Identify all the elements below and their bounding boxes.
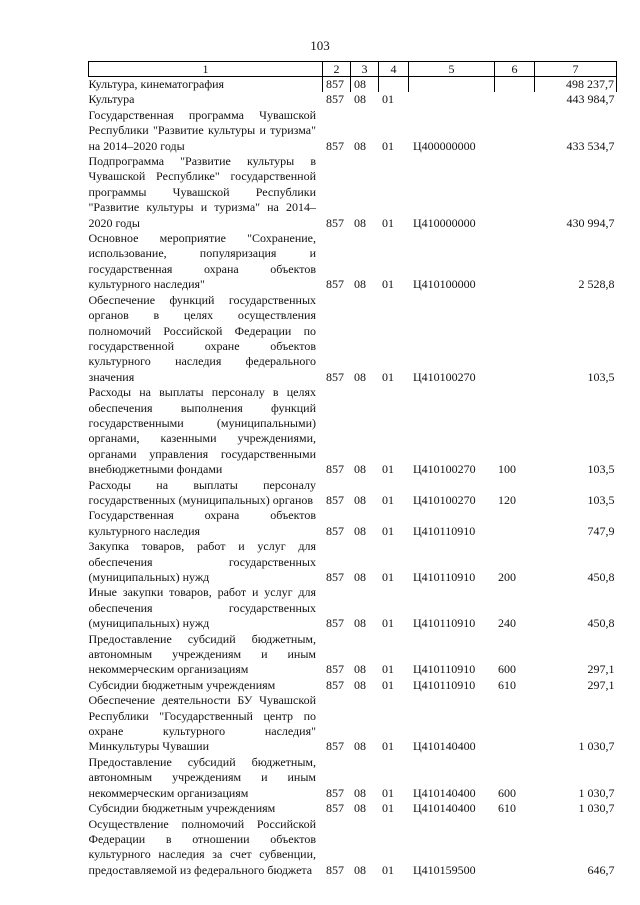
code-col4: 01 (382, 801, 394, 816)
code-col6: 610 (498, 677, 516, 692)
header-cell: 3 (351, 62, 379, 77)
row-name: Субсидии бюджетным учреждениям (88, 801, 276, 816)
code-col4: 01 (382, 277, 394, 292)
code-col2: 857 (326, 138, 344, 153)
row-name: Подпрограмма "Развитие культуры в Чувашской Республике" государственной программы Чувашской Республики "Развитие культуры и туризма" на 2014–2020 годы (88, 154, 316, 230)
page-number: 103 (310, 38, 330, 53)
table-row (89, 585, 617, 631)
code-col3: 08 (354, 662, 366, 677)
row-name: Обеспечение деятельности БУ Чувашской Республики "Государственный центр по охране культурного наследия" Минкультуры Чувашии (88, 693, 316, 754)
code-col3: 08 (351, 77, 379, 93)
amount: 103,5 (587, 369, 615, 384)
code-col2: 857 (326, 492, 344, 507)
code-col6 (495, 77, 535, 93)
table-row (89, 92, 617, 107)
code-col4: 01 (382, 677, 394, 692)
amount: 103,5 (587, 492, 615, 507)
code-col3: 08 (354, 462, 366, 477)
code-col5: Ц410110910 (413, 616, 476, 631)
table-row (89, 817, 617, 879)
code-col6 (495, 508, 535, 539)
amount: 297,1 (587, 662, 615, 677)
code-col4: 01 (382, 570, 394, 584)
row-name: Предоставление субсидий бюджетным, автономным учреждениям и иным некоммерческим организациям (88, 754, 316, 800)
amount: 297,1 (587, 677, 615, 692)
code-col5: Ц410110910 (413, 570, 476, 584)
code-col2: 857 (326, 862, 344, 877)
code-col2: 857 (326, 92, 344, 107)
code-col6 (495, 108, 535, 154)
code-col4: 01 (382, 616, 394, 631)
table-body (89, 77, 617, 879)
code-col3: 08 (354, 523, 366, 538)
code-col4: 01 (382, 739, 394, 754)
row-name: Осуществление полномочий Российской Федерации в отношении объектов культурного наследия за счет субвенции, предоставляемой из федерального бюджета (88, 816, 316, 877)
code-col2: 857 (326, 570, 344, 584)
table-row (89, 293, 617, 385)
code-col6: 240 (498, 616, 516, 631)
amount: 443 984,7 (566, 92, 615, 107)
table-row (89, 77, 617, 93)
code-col5: Ц410110910 (413, 677, 476, 692)
code-col3: 08 (354, 739, 366, 754)
code-col3: 08 (354, 138, 366, 153)
code-col2: 857 (326, 677, 344, 692)
code-col3: 08 (354, 801, 366, 816)
code-col2: 857 (326, 369, 344, 384)
amount: 430 994,7 (566, 215, 615, 230)
code-col2: 857 (326, 215, 344, 230)
row-name: Расходы на выплаты персоналу государственных (муниципальных) органов (88, 477, 316, 507)
amount: 1 030,7 (578, 801, 615, 816)
header-row (89, 62, 617, 77)
row-name: Обеспечение функций государственных органов в целях осуществления полномочий Российской Федерации по государственной охране объектов культурного наследия федерального значения (88, 292, 316, 384)
code-col3: 08 (354, 862, 366, 877)
table-row (89, 154, 617, 231)
code-col5: Ц410140400 (413, 801, 476, 816)
amount: 2 528,8 (578, 277, 615, 292)
code-col3: 08 (354, 369, 366, 384)
code-col2: 857 (326, 616, 344, 631)
header-cell: 6 (495, 62, 535, 77)
code-col6: 600 (498, 785, 516, 800)
code-col5: Ц410140400 (413, 739, 476, 754)
header-cell: 2 (323, 62, 351, 77)
row-name: Закупка товаров, работ и услуг для обеспечения государственных (муниципальных) нужд (88, 539, 316, 584)
code-col6 (495, 817, 535, 879)
table-row (89, 755, 617, 801)
code-col6: 120 (498, 492, 516, 507)
amount: 1 030,7 (578, 739, 615, 754)
code-col6: 100 (498, 462, 516, 477)
code-col3: 08 (354, 215, 366, 230)
code-col2: 857 (326, 462, 344, 477)
code-col5 (409, 92, 495, 107)
amount: 1 030,7 (578, 785, 615, 800)
row-name: Государственная охрана объектов культурного наследия (88, 508, 316, 538)
row-name: Расходы на выплаты персоналу в целях обеспечения выполнения функций государственными (муниципальными) органами, казенными учреждениями, органами управления государственными внебюджетными фондами (88, 385, 316, 477)
table-row (89, 632, 617, 678)
row-name: Субсидии бюджетным учреждениям (88, 677, 276, 692)
code-col5: Ц410000000 (413, 215, 476, 230)
code-col4: 01 (382, 523, 394, 538)
code-col4: 01 (382, 785, 394, 800)
code-col6 (495, 231, 535, 293)
code-col6 (495, 92, 535, 107)
code-col5: Ц410140400 (413, 785, 476, 800)
code-col3: 08 (354, 785, 366, 800)
code-col5: Ц410110910 (413, 523, 476, 538)
header-cell: 1 (89, 62, 323, 77)
table-row (89, 678, 617, 693)
code-col3: 08 (354, 677, 366, 692)
header-cell: 4 (379, 62, 409, 77)
code-col5 (409, 77, 495, 93)
code-col5: Ц400000000 (413, 138, 476, 153)
code-col2: 857 (323, 77, 351, 93)
header-cell: 7 (535, 62, 617, 77)
code-col4: 01 (382, 215, 394, 230)
code-col5: Ц410100000 (413, 277, 476, 292)
code-col4: 01 (382, 92, 394, 107)
code-col2: 857 (326, 801, 344, 816)
code-col3: 08 (354, 92, 366, 107)
amount: 747,9 (587, 523, 615, 538)
code-col5: Ц410110910 (413, 662, 476, 677)
code-col3: 08 (354, 616, 366, 631)
code-col2: 857 (326, 277, 344, 292)
amount: 450,8 (587, 616, 615, 631)
row-name: Государственная программа Чувашской Республики "Развитие культуры и туризма" на 2014–2020 годы (88, 107, 316, 153)
table-row (89, 508, 617, 539)
code-col6: 200 (498, 570, 516, 584)
table-row (89, 801, 617, 816)
amount: 498 237,7 (535, 77, 617, 93)
code-col4: 01 (382, 492, 394, 507)
row-name: Культура (88, 92, 135, 107)
code-col6: 610 (498, 801, 516, 816)
row-name: Предоставление субсидий бюджетным, автономным учреждениям и иным некоммерческим организациям (88, 631, 316, 677)
code-col3: 08 (354, 277, 366, 292)
row-name: Культура, кинематография (88, 77, 225, 91)
code-col6: 600 (498, 662, 516, 677)
code-col2: 857 (326, 662, 344, 677)
code-col4: 01 (382, 862, 394, 877)
code-col2: 857 (326, 739, 344, 754)
code-col4: 01 (382, 462, 394, 477)
code-col2: 857 (326, 785, 344, 800)
amount: 450,8 (587, 570, 615, 584)
code-col5: Ц410100270 (413, 462, 476, 477)
table-row (89, 231, 617, 293)
code-col6 (495, 693, 535, 755)
header-cell: 5 (409, 62, 495, 77)
code-col4: 01 (382, 369, 394, 384)
table-row (89, 693, 617, 755)
code-col5: Ц410100270 (413, 369, 476, 384)
amount: 103,5 (587, 462, 615, 477)
code-col3: 08 (354, 492, 366, 507)
table-row (89, 539, 617, 585)
code-col5: Ц410100270 (413, 492, 476, 507)
table-row (89, 478, 617, 509)
amount: 646,7 (587, 862, 615, 877)
code-col2: 857 (326, 523, 344, 538)
table-row (89, 385, 617, 477)
code-col6 (495, 154, 535, 231)
row-name: Иные закупки товаров, работ и услуг для обеспечения государственных (муниципальных) нужд (88, 585, 316, 631)
code-col5: Ц410159500 (413, 862, 476, 877)
budget-table (88, 61, 617, 878)
code-col3: 08 (354, 570, 366, 584)
code-col6 (495, 293, 535, 385)
code-col4: 01 (382, 662, 394, 677)
code-col4: 01 (382, 138, 394, 153)
table-row (89, 108, 617, 154)
row-name: Основное мероприятие "Сохранение, использование, популяризация и государственная охрана объектов культурного наследия" (88, 231, 316, 292)
code-col4 (379, 77, 409, 93)
amount: 433 534,7 (566, 138, 615, 153)
